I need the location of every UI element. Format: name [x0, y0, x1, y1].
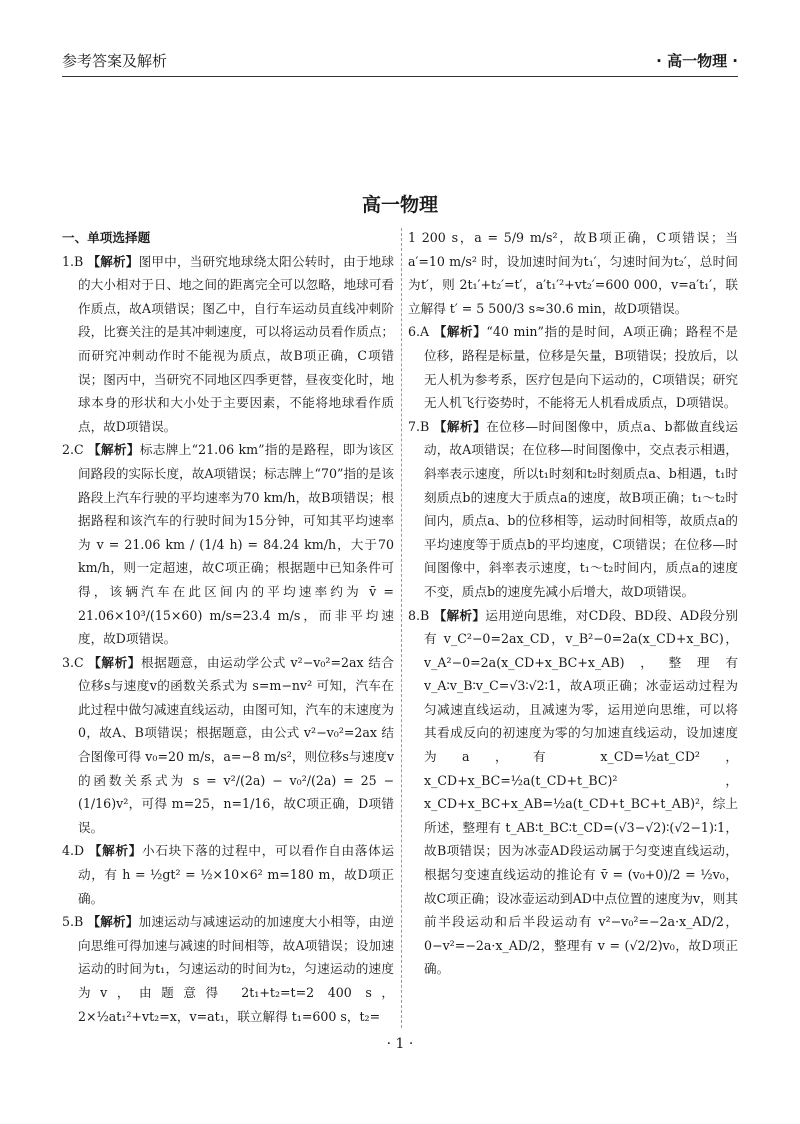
answer-item-5-continued: 1 200 s，a = 5/9 m/s²，故B项正确，C项错误；当 a′=10 m/s² 时，设加速时间为t₁′，匀速时间为t₂′，总时间为t′，则 2t₁′+t₂′=t′，a′t₁′²+vt₂′=600 000，v=a′t₁′，联立解得 t′ = 5 500/3 s≈30.6 min，故D项错误。 [408, 230, 738, 316]
answer-item-4 [62, 839, 394, 910]
item-number: 2.C [62, 442, 84, 458]
left-column [62, 226, 394, 1028]
item-text: 在位移—时间图像中，质点a、b都做直线运动，故A项错误；在位移—时间图像中，交点表示相遇，斜率表示速度，所以t₁时刻和t₂时刻质点a、b相遇，t₁时刻质点b的速度大于质点a的速度，故B项正确；t₁～t₂时间内，质点a、b的位移相等，运动时间相等，故质点a的平均速度等于质点b的平均速度，C项错误；在位移—时间图像中，斜率表示速度，t₁～t₂时间内，质点a的速度不变，质点b的速度先减小后增大，故D项错误。 [424, 418, 738, 599]
answer-item-3 [62, 651, 394, 840]
analysis-tag: 【解析】 [87, 914, 139, 930]
right-column [408, 226, 738, 981]
item-text: 加速运动与减速运动的加速度大小相等，由逆向思维可得加速与减速的时间相等，故A项错误；设加速运动的时间为t₁，匀速运动的时间为t₂，匀速运动的速度为v，由题意得 2t₁+t₂=t=2 400 s，2×½at₁²+vt₂=x，v=at₁，联立解得 t₁=600 s，t₂= [78, 914, 395, 1024]
item-number: 5.B [62, 914, 84, 930]
answer-item-2 [62, 438, 394, 650]
item-number: 7.B [408, 418, 430, 434]
page-number: · 1 · [386, 1036, 414, 1052]
item-text: “40 min”指的是时间，A项正确；路程不是位移，路程是标量，位移是矢量，B项错误；投放后，以无人机为参考系，医疗包是向下运动的，C项错误；研究无人机飞行姿势时，不能将无人机看成质点，D项错误。 [424, 324, 739, 411]
page-header [62, 50, 738, 77]
answer-item-8 [408, 604, 738, 982]
item-text: 根据题意，由运动学公式 v²−v₀²=2ax 结合位移s与速度v的函数关系式为 s=m−nv² 可知，汽车在此过程中做匀减速直线运动，由图可知，汽车的末速度为0，故A、B项错误；根据题意，由公式 v²−v₀²=2ax 结合图像可得 v₀=20 m/s，a=−8 m/s²，则位移s与速度v的函数关系式为 s = v²/(2a) − v₀²/(2a) = 25 − (1/16)v²，可得 m=25，n=1/16，故C项正确，D项错误。 [78, 654, 394, 835]
item-text: 运用逆向思维，对CD段、BD段、AD段分别有 v_C²−0=2ax_CD，v_B²−0=2a(x_CD+x_BC)，v_A²−0=2a(x_CD+x_BC+x_AB)，整理有 v_A∶v_B∶v_C=√3∶√2∶1，故A项正确；冰壶运动过程为匀减速直线运动，且减速为零，运用逆向思维，可以将其看成反向的初速度为零的匀加速直线运动，设加速度为a，有 x_CD=½at_CD²，x_CD+x_BC=½a(t_CD+t_BC)²，x_CD+x_BC+x_AB=½a(t_CD+t_BC+t_AB)²，综上所述，整理有 t_AB∶t_BC∶t_CD=(√3−√2)∶(√2−1)∶1，故B项错误；因为冰壶AD段运动属于匀变速直线运动，根据匀变速直线运动的推论有 v̄ = (v₀+0)/2 = ½v₀，故C项正确；设冰壶运动到AD中点位置的速度为v，则其前半段运动和后半段运动有 v²−v₀²=−2a·x_AD/2，0−v²=−2a·x_AD/2，整理有 v = (√2/2)v₀，故D项正确。 [424, 607, 738, 977]
answer-item-5 [62, 910, 394, 1028]
analysis-tag: 【解析】 [88, 442, 140, 458]
header-left-text: 参考答案及解析 [62, 52, 168, 70]
analysis-tag: 【解析】 [433, 418, 487, 434]
item-number: 3.C [62, 654, 84, 670]
analysis-tag: 【解析】 [87, 253, 139, 269]
header-right-text: · 高一物理 · [656, 52, 738, 70]
column-divider [401, 228, 402, 1028]
analysis-tag: 【解析】 [88, 654, 141, 670]
analysis-tag: 【解析】 [88, 843, 143, 859]
item-number: 1.B [62, 253, 84, 269]
item-text: 图甲中，当研究地球绕太阳公转时，由于地球的大小相对于日、地之间的距离完全可以忽略，地球可看作质点，故A项错误；图乙中，自行车运动员直线冲刺阶段，比赛关注的是其冲刺速度，可以将运动员看作质点；而研究冲刺动作时不能视为质点，故B项正确，C项错误；图丙中，当研究不同地区四季更替，昼夜变化时，地球本身的形状和大小处于主要因素，不能将地球看作质点，故D项错误。 [78, 253, 395, 434]
item-number: 6.A [408, 324, 430, 340]
analysis-tag: 【解析】 [433, 607, 486, 623]
analysis-tag: 【解析】 [433, 324, 487, 340]
page-title: 高一物理 [361, 194, 438, 216]
section-heading: 一、单项选择题 [62, 230, 151, 245]
item-text: 标志牌上“21.06 km”指的是路程，即为该区间路段的实际长度，故A项错误；标志牌上“70”指的是该路段上汽车行驶的平均速率为70 km/h，故B项错误；根据路程和该汽车的行驶时间为15分钟，可知其平均速率为 v = 21.06 km / (1/4 h) = 84.24 km/h，大于70 km/h，则一定超速，故C项正确；根据题中已知条件可得，该辆汽车在此区间内的平均速率约为 v̄ = 21.06×10³/(15×60) m/s=23.4 m/s，而非平均速度，故D项错误。 [78, 442, 395, 647]
item-text: 小石块下落的过程中，可以看作自由落体运动，有 h = ½gt² = ½×10×6² m=180 m，故D项正确。 [78, 843, 395, 906]
answer-item-6 [408, 320, 738, 414]
answer-item-1 [62, 250, 394, 439]
item-number: 4.D [62, 843, 85, 859]
item-number: 8.B [408, 607, 430, 623]
answer-item-7 [408, 415, 738, 604]
